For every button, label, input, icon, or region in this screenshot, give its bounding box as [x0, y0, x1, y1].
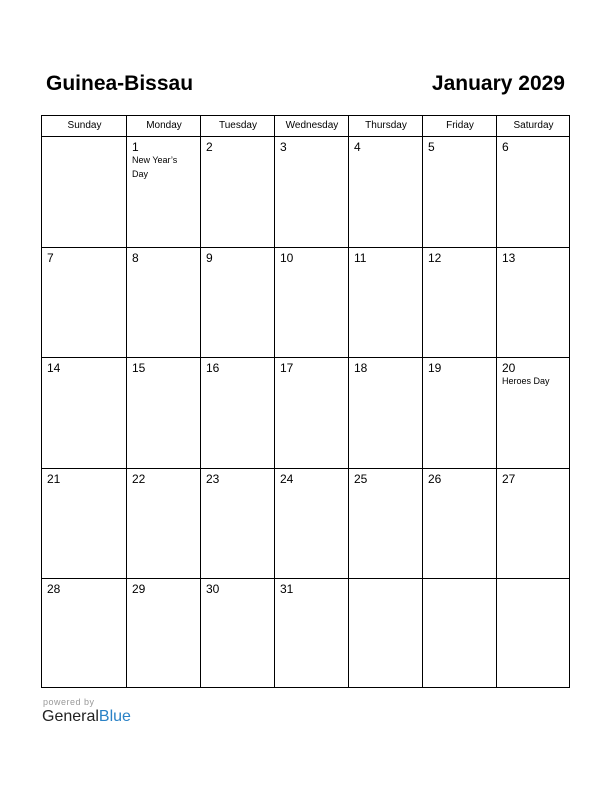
holiday-label: New Year’s Day	[132, 155, 178, 179]
weekday-header-row	[42, 116, 569, 137]
day-number: 12	[428, 251, 442, 265]
grid-divider	[200, 116, 201, 687]
day-number: 9	[206, 251, 213, 265]
day-number: 30	[206, 582, 220, 596]
day-number: 13	[502, 251, 516, 265]
day-number: 3	[280, 140, 287, 154]
day-number: 11	[354, 251, 367, 265]
day-number: 22	[132, 472, 146, 486]
weekday-friday: Friday	[446, 120, 474, 131]
grid-divider	[422, 116, 423, 687]
day-number: 15	[132, 361, 146, 375]
day-number: 6	[502, 140, 509, 154]
holiday-label: Heroes Day	[502, 376, 550, 386]
day-number: 20	[502, 361, 516, 375]
month-title: January 2029	[431, 72, 565, 95]
grid-divider	[274, 116, 275, 687]
day-number: 4	[354, 140, 361, 154]
grid-divider	[126, 116, 127, 687]
day-number: 2	[206, 140, 213, 154]
day-number: 28	[47, 582, 61, 596]
weekday-tuesday: Tuesday	[219, 120, 257, 131]
day-number: 10	[280, 251, 294, 265]
day-number: 26	[428, 472, 442, 486]
weekday-monday: Monday	[146, 120, 182, 131]
weekday-wednesday: Wednesday	[285, 120, 339, 131]
grid-divider	[348, 116, 349, 687]
grid-divider	[42, 247, 569, 248]
day-number: 14	[47, 361, 61, 375]
day-number: 29	[132, 582, 146, 596]
day-number: 31	[280, 582, 294, 596]
country-title: Guinea-Bissau	[46, 72, 194, 95]
logo-text-blue: Blue	[98, 708, 131, 725]
day-number: 25	[354, 472, 368, 486]
day-number: 24	[280, 472, 294, 486]
grid-divider	[496, 116, 497, 687]
grid-divider	[42, 357, 569, 358]
day-number: 8	[132, 251, 139, 265]
day-number: 1	[132, 140, 139, 154]
day-number: 17	[280, 361, 294, 375]
logo-text-general: General	[42, 708, 99, 725]
grid-divider	[42, 578, 569, 579]
generalblue-logo[interactable]	[42, 708, 131, 726]
day-number: 23	[206, 472, 220, 486]
day-number: 19	[428, 361, 442, 375]
day-number: 5	[428, 140, 435, 154]
weekday-sunday: Sunday	[67, 120, 102, 131]
grid-divider	[42, 468, 569, 469]
day-number: 7	[47, 251, 54, 265]
day-number: 16	[206, 361, 220, 375]
day-number: 18	[354, 361, 368, 375]
weekday-thursday: Thursday	[365, 120, 407, 131]
day-number: 21	[47, 472, 61, 486]
weekday-saturday: Saturday	[513, 120, 554, 131]
day-number: 27	[502, 472, 516, 486]
powered-by-label: powered by	[43, 697, 95, 707]
calendar-grid	[41, 115, 570, 688]
